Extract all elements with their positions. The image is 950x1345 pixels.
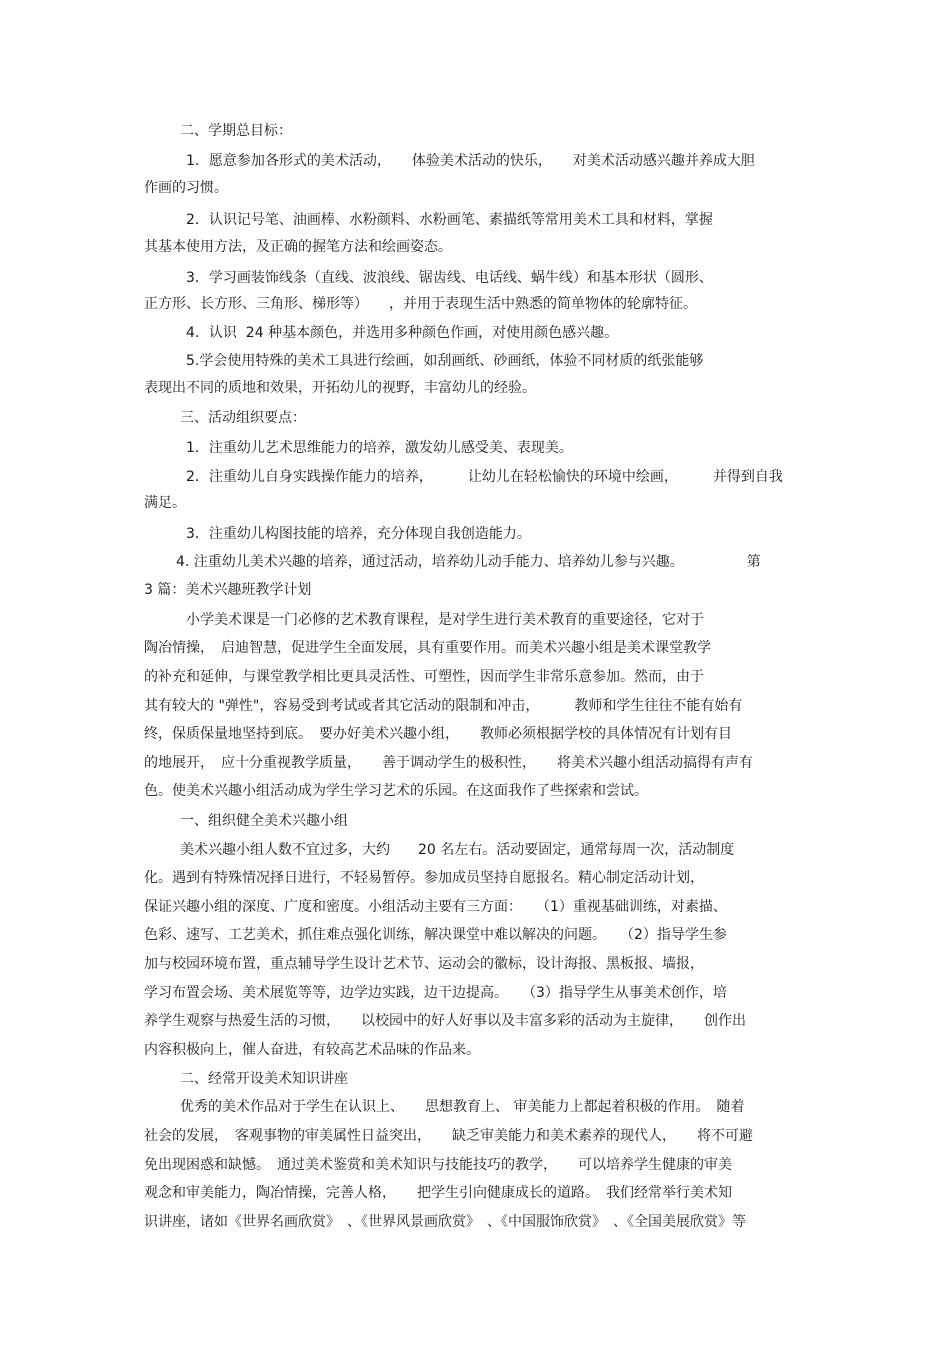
text-line: 3．注重幼儿构图技能的培养，充分体现自我创造能力。 — [186, 526, 531, 542]
text-line: 3．学习画装饰线条（直线、波浪线、锯齿线、电话线、蜗牛线）和基本形状（圆形、 — [186, 270, 713, 286]
text-line: 1．注重幼儿艺术思维能力的培养，激发幼儿感受美、表现美。 — [186, 440, 573, 456]
text-line: 4. 注重幼儿美术兴趣的培养，通过活动，培养幼儿动手能力、培养幼儿参与兴趣。 第 — [176, 554, 761, 570]
section-heading: 二、经常开设美术知识讲座 — [180, 1071, 348, 1087]
text-line: 2．认识记号笔、油画棒、水粉颜料、水粉画笔、素描纸等常用美术工具和材料，掌握 — [186, 212, 713, 228]
text-line: 小学美术课是一门必修的艺术教育课程，是对学生进行美术教育的重要途径，它对于 — [186, 612, 704, 628]
text-line: 2．注重幼儿自身实践操作能力的培养， 让幼儿在轻松愉快的环境中绘画， 并得到自我 — [186, 469, 783, 485]
section-heading: 一、组织健全美术兴趣小组 — [180, 813, 348, 829]
text-line: 免出现困惑和缺憾。 通过美术鉴赏和美术知识与技能技巧的教学， 可以培养学生健康的审美 — [144, 1157, 732, 1173]
section-heading: 二、学期总目标： — [180, 123, 292, 139]
text-line: 内容积极向上，催人奋进，有较高艺术品味的作品来。 — [144, 1042, 480, 1058]
text-line: 优秀的美术作品对于学生在认识上、 思想教育上、 审美能力上都起着积极的作用。 随着 — [180, 1099, 745, 1115]
text-line: 加与校园环境布置，重点辅导学生设计艺术节、运动会的徽标，设计海报、黑板报、墙报， — [144, 956, 704, 972]
text-line: 其基本使用方法，及正确的握笔方法和绘画姿态。 — [144, 239, 452, 255]
text-line: 5.学会使用特殊的美术工具进行绘画，如刮画纸、砂画纸，体验不同材质的纸张能够 — [186, 353, 704, 369]
text-line: 满足。 — [144, 495, 186, 511]
text-line: 4．认识 24 种基本颜色，并选用多种颜色作画，对使用颜色感兴趣。 — [186, 325, 619, 341]
text-line: 色。使美术兴趣小组活动成为学生学习艺术的乐园。在这面我作了些探索和尝试。 — [144, 783, 648, 799]
text-line: 色彩、速写、工艺美术，抓住难点强化训练，解决课堂中难以解决的问题。 （2）指导学生参 — [144, 927, 727, 943]
text-line: 社会的发展， 客观事物的审美属性日益突出， 缺乏审美能力和美术素养的现代人， 将不可避 — [144, 1128, 753, 1144]
text-line: 1．愿意参加各形式的美术活动， 体验美术活动的快乐， 对美术活动感兴趣并养成大胆 — [186, 153, 755, 169]
text-line: 观念和审美能力，陶冶情操，完善人格， 把学生引向健康成长的道路。 我们经常举行美术知 — [144, 1185, 732, 1201]
text-line: 表现出不同的质地和效果，开拓幼儿的视野，丰富幼儿的经验。 — [144, 380, 536, 396]
text-line: 3 篇：美术兴趣班教学计划 — [144, 582, 312, 598]
text-line: 的补充和延伸，与课堂教学相比更具灵活性、可塑性，因而学生非常乐意参加。然而，由于 — [144, 669, 704, 685]
text-line: 正方形、长方形、三角形、梯形等） ，并用于表现生活中熟悉的简单物体的轮廓特征。 — [144, 296, 697, 312]
text-line: 化。遇到有特殊情况择日进行，不轻易暂停。参加成员坚持自愿报名。精心制定活动计划， — [144, 870, 704, 886]
text-line: 陶冶情操， 启迪智慧，促进学生全面发展，具有重要作用。而美术兴趣小组是美术课堂教学 — [144, 640, 711, 656]
text-line: 终，保质保量地坚持到底。 要办好美术兴趣小组， 教师必须根据学校的具体情况有计划有目 — [144, 726, 732, 742]
text-line: 保证兴趣小组的深度、广度和密度。小组活动主要有三方面： （1）重视基础训练，对素描、 — [144, 899, 727, 915]
section-heading: 三、活动组织要点： — [180, 410, 306, 426]
text-line: 美术兴趣小组人数不宜过多，大约 20 名左右。活动要固定，通常每周一次，活动制度 — [180, 842, 735, 858]
text-line: 的地展开， 应十分重视教学质量， 善于调动学生的极积性， 将美术兴趣小组活动搞得有声有 — [144, 755, 753, 771]
text-line: 养学生观察与热爱生活的习惯， 以校园中的好人好事以及丰富多彩的活动为主旋律， 创作出 — [144, 1013, 746, 1029]
text-line: 识讲座，诸如《世界名画欣赏》 、《世界风景画欣赏》 、《中国服饰欣赏》 、《全国美展欣赏》等 — [144, 1214, 746, 1230]
text-line: 学习布置会场、美术展览等等，边学边实践，边干边提高。 （3）指导学生从事美术创作，培 — [144, 985, 727, 1001]
text-line: 作画的习惯。 — [144, 180, 228, 196]
text-line: 其有较大的 "弹性"，容易受到考试或者其它活动的限制和冲击， 教师和学生往往不能有始有 — [144, 698, 743, 714]
